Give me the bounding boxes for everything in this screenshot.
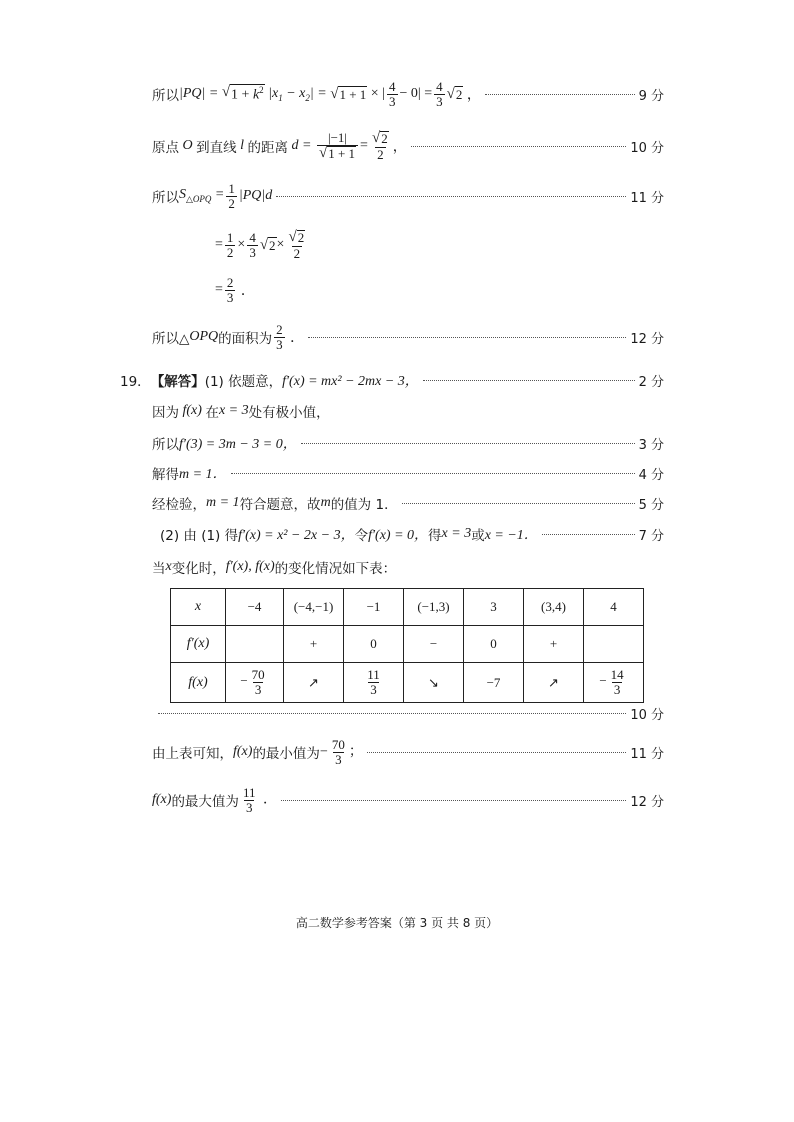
text-when: 当 bbox=[152, 561, 166, 577]
table-score-line bbox=[158, 704, 664, 723]
dot-leader bbox=[485, 94, 635, 95]
score-3: 3 分 bbox=[638, 437, 664, 453]
answer-tag: 【解答】 bbox=[150, 374, 205, 390]
table-cell: −4 bbox=[226, 589, 284, 626]
text-from-table: 由上表可知， bbox=[152, 746, 233, 763]
comma2: ， bbox=[392, 140, 407, 156]
table-cell: + bbox=[284, 626, 344, 663]
table-cell: 0 bbox=[344, 626, 404, 663]
frac-1-2: $\frac{1}{2}$ bbox=[228, 181, 235, 211]
text-because: 因为 bbox=[152, 405, 179, 421]
score-10: 10 分 bbox=[630, 708, 664, 723]
table-intro-line bbox=[152, 557, 664, 577]
abs-frac: | $\frac{4}{3}$ − 0| = bbox=[382, 79, 433, 109]
pq-expr: |PQ| = bbox=[179, 86, 222, 102]
text-let: 令 bbox=[354, 528, 369, 544]
times: × bbox=[237, 237, 246, 253]
text-check: 经检验， bbox=[152, 497, 206, 513]
text-or: 或 bbox=[471, 528, 485, 544]
text-so-triangle: 所以△ bbox=[152, 331, 190, 348]
table-row-fprime bbox=[171, 626, 644, 663]
distance-line bbox=[152, 131, 664, 161]
area-calc-line bbox=[215, 230, 664, 260]
table-cell: (−4,−1) bbox=[284, 589, 344, 626]
m-eq-1: m = 1 bbox=[206, 495, 240, 510]
q19-line1 bbox=[120, 370, 664, 390]
text-solve: 解得 bbox=[152, 467, 179, 483]
times: × bbox=[367, 86, 383, 102]
text-table-below: 的变化情况如下表： bbox=[274, 561, 397, 577]
q19-line4 bbox=[152, 463, 664, 483]
text-local-min: 处有极小值， bbox=[248, 405, 330, 421]
table-cell: − $\frac{70}{3}$ bbox=[226, 663, 284, 703]
text-so: 所以 bbox=[152, 437, 179, 453]
text-min-value: 的最小值为 bbox=[252, 746, 320, 763]
period: ． bbox=[237, 284, 255, 300]
x-eq-neg1: x = −1． bbox=[484, 528, 538, 543]
score-4: 4 分 bbox=[638, 467, 664, 483]
pq-d: |PQ|d bbox=[238, 188, 273, 204]
table-cell: + bbox=[524, 626, 584, 663]
dot-leader bbox=[158, 713, 626, 714]
max-value: $\frac{11}{3}$ ． bbox=[242, 785, 277, 815]
dot-leader bbox=[411, 146, 627, 147]
score-11: 11 分 bbox=[630, 190, 664, 206]
score-9: 9 分 bbox=[638, 88, 664, 104]
text-origin: 原点 bbox=[152, 140, 179, 157]
text-get: 得 bbox=[428, 528, 442, 544]
fprime-3-expr: f′(3) = 3m − 3 = 0， bbox=[179, 437, 297, 452]
m-eq-1: m = 1． bbox=[179, 467, 227, 482]
table-row-x bbox=[171, 589, 644, 626]
part2-label: (2) 由 (1) 得 bbox=[160, 528, 239, 544]
m-var: m bbox=[320, 495, 331, 510]
text-so: 所以 bbox=[152, 190, 179, 207]
dot-leader bbox=[276, 196, 626, 197]
area-conclusion-line bbox=[152, 323, 664, 351]
x-eq-3: x = 3 bbox=[218, 403, 249, 418]
dot-leader bbox=[367, 752, 626, 753]
min-value: − $\frac{70}{3}$ ； bbox=[319, 737, 363, 767]
frac-4-3: $\frac{4}{3}$ bbox=[249, 230, 256, 260]
table-cell: f′(x) bbox=[171, 626, 226, 663]
period: ． bbox=[286, 331, 305, 347]
frac-sqrt2-2: √ 2 2 bbox=[288, 229, 305, 261]
frac-4-3: $\frac{4}{3}$ bbox=[436, 79, 443, 109]
opq: OPQ bbox=[189, 329, 219, 345]
q19-line3 bbox=[152, 433, 664, 453]
dot-leader bbox=[231, 473, 635, 474]
table-cell: 0 bbox=[464, 626, 524, 663]
text-area-is: 的面积为 bbox=[218, 331, 273, 348]
table-cell: (3,4) bbox=[524, 589, 584, 626]
comma: ， bbox=[463, 88, 481, 104]
fx: f(x) bbox=[179, 403, 206, 418]
eq: = bbox=[215, 237, 223, 253]
dot-leader bbox=[308, 337, 626, 338]
max-line bbox=[152, 786, 664, 814]
table-cell bbox=[226, 626, 284, 663]
x-eq-3: x = 3 bbox=[441, 526, 472, 541]
score-2: 2 分 bbox=[638, 374, 664, 390]
times: × bbox=[276, 237, 285, 253]
area-result-line bbox=[215, 276, 664, 304]
text-max-value: 的最大值为 bbox=[171, 794, 239, 811]
increasing-arrow-icon: ↗ bbox=[284, 663, 344, 703]
score-10: 10 分 bbox=[630, 140, 664, 156]
fprime-f: f′(x), f(x) bbox=[225, 559, 275, 574]
table-cell: (−1,3) bbox=[404, 589, 464, 626]
dot-leader bbox=[402, 503, 635, 504]
score-12: 12 分 bbox=[630, 331, 664, 347]
table-cell: x bbox=[171, 589, 226, 626]
eq: = bbox=[215, 282, 223, 298]
eq: = bbox=[360, 138, 368, 154]
frac-1-2: $\frac{1}{2}$ bbox=[226, 230, 234, 260]
table-cell: 4 bbox=[584, 589, 644, 626]
area-formula-line bbox=[152, 182, 664, 210]
table-cell: 3 bbox=[464, 589, 524, 626]
text-distance: 的距离 bbox=[247, 140, 289, 157]
sqrt-2: √ 2 bbox=[446, 85, 463, 102]
fprime-zero: f′(x) = 0， bbox=[368, 528, 429, 543]
line-l: l bbox=[236, 138, 248, 154]
dot-leader bbox=[542, 534, 635, 535]
x-var: x bbox=[165, 559, 172, 574]
dot-leader bbox=[281, 800, 626, 801]
table-cell bbox=[584, 626, 644, 663]
variation-table bbox=[170, 588, 644, 703]
increasing-arrow-icon: ↗ bbox=[524, 663, 584, 703]
table-cell: −1 bbox=[344, 589, 404, 626]
dot-leader bbox=[423, 380, 635, 381]
min-line bbox=[152, 738, 664, 766]
text-to-line: 到直线 bbox=[196, 140, 237, 157]
d-eq: d = bbox=[288, 138, 315, 154]
question-number: 19． bbox=[120, 374, 151, 390]
decreasing-arrow-icon: ↘ bbox=[404, 663, 464, 703]
q19-line5 bbox=[152, 493, 664, 513]
sqrt-1-1: √ 1 + 1 bbox=[330, 85, 367, 102]
frac-2-3: $\frac{2}{3}$ bbox=[226, 275, 234, 305]
text-varies: 变化时， bbox=[171, 561, 226, 577]
sqrt-1-k2: √ $1 + k^2$ bbox=[221, 84, 264, 103]
fx: f(x) bbox=[233, 744, 253, 760]
table-cell: − $\frac{14}{3}$ bbox=[584, 663, 644, 703]
score-7: 7 分 bbox=[638, 528, 664, 544]
frac-2-3: $\frac{2}{3}$ bbox=[276, 322, 283, 352]
table-cell: − bbox=[404, 626, 464, 663]
pq-length-line bbox=[152, 80, 664, 108]
frac-distance: |−1| √ 1 + 1 bbox=[317, 131, 358, 161]
sqrt-2: √ 2 bbox=[259, 236, 276, 253]
point-o: O bbox=[179, 138, 197, 154]
table-cell: $\frac{11}{3}$ bbox=[344, 663, 404, 703]
table-row-f bbox=[171, 663, 644, 703]
frac-sqrt2-2: √ 2 2 bbox=[371, 130, 388, 162]
score-11: 11 分 bbox=[630, 746, 664, 762]
derivative-expr: f′(x) = mx² − 2mx − 3， bbox=[282, 374, 419, 389]
s-opq: $S_{\triangle OPQ}$ = bbox=[179, 187, 225, 205]
abs-x-diff: $|x_1 - x_2|$ = bbox=[264, 85, 331, 103]
text-at: 在 bbox=[205, 405, 219, 421]
table-cell: −7 bbox=[464, 663, 524, 703]
score-5: 5 分 bbox=[638, 497, 664, 513]
fx: f(x) bbox=[152, 792, 172, 808]
text-fits: 符合题意，故 bbox=[239, 497, 321, 513]
score-12: 12 分 bbox=[630, 794, 664, 810]
fprime-expr: f′(x) = x² − 2x − 3， bbox=[238, 528, 355, 543]
table-cell: f(x) bbox=[171, 663, 226, 703]
page-footer: 高二数学参考答案（第 3 页 共 8 页） bbox=[295, 916, 499, 930]
text-value: 的值为 1． bbox=[330, 497, 398, 513]
q19-part2-line bbox=[160, 524, 664, 544]
q19-line2 bbox=[152, 401, 664, 421]
part1-label: (1) 依题意， bbox=[204, 374, 283, 390]
dot-leader bbox=[301, 443, 635, 444]
text-so: 所以 bbox=[152, 88, 179, 105]
